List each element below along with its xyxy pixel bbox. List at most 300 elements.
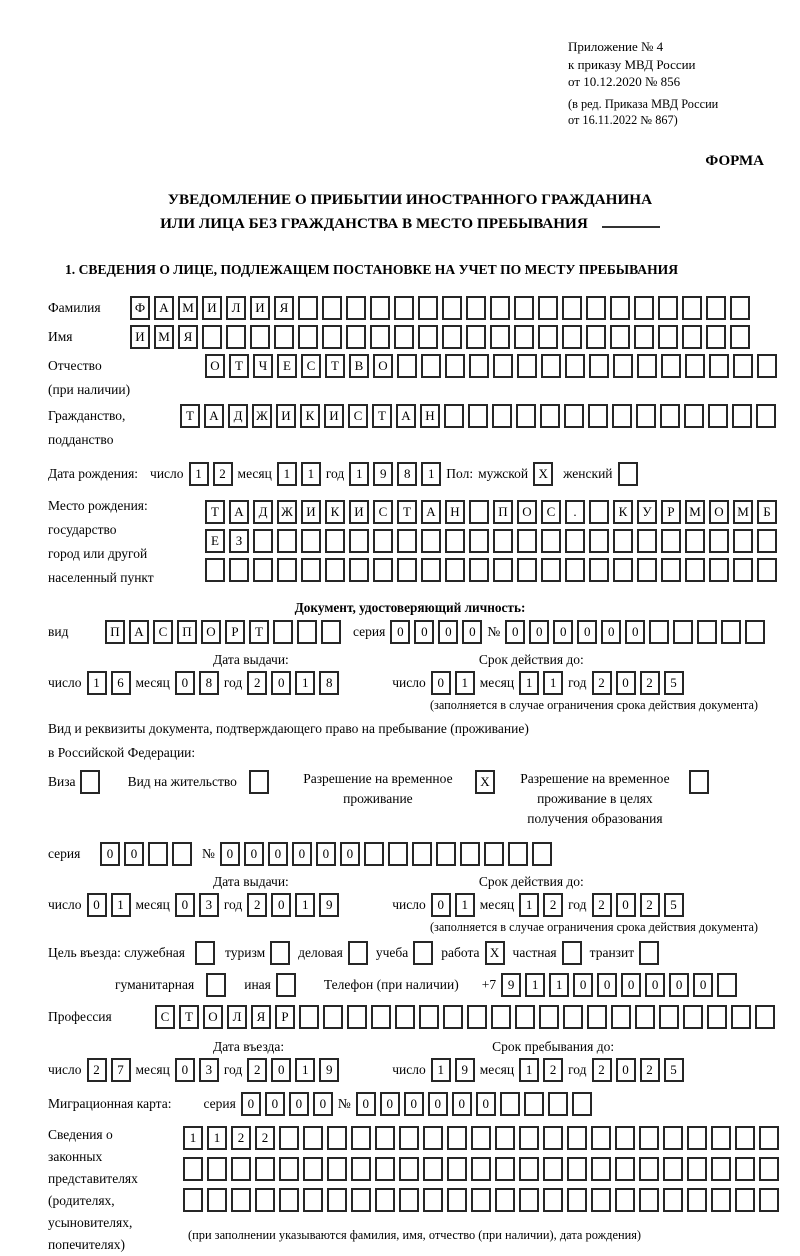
- char-box: [495, 1157, 515, 1181]
- char-box: [471, 1126, 491, 1150]
- char-box: 0: [597, 973, 617, 997]
- char-box: 1: [189, 462, 209, 486]
- char-box: [205, 558, 225, 582]
- char-box: 2: [640, 1058, 660, 1082]
- char-box: 1: [519, 1058, 539, 1082]
- char-box: [231, 1157, 251, 1181]
- char-box: [637, 529, 657, 553]
- char-box: Р: [661, 500, 681, 524]
- char-box: 0: [244, 842, 264, 866]
- patronymic-cells: [205, 354, 777, 378]
- char-box: [683, 1005, 703, 1029]
- char-box: Ж: [252, 404, 272, 428]
- char-box: Б: [757, 500, 777, 524]
- stay-until-heading: Срок пребывания до:: [492, 1039, 615, 1055]
- char-box: [370, 296, 390, 320]
- char-box: [279, 1157, 299, 1181]
- char-box: [447, 1126, 467, 1150]
- char-box: С: [541, 500, 561, 524]
- char-box: 8: [319, 671, 339, 695]
- char-box: [484, 842, 504, 866]
- char-box: 0: [645, 973, 665, 997]
- study-checkbox: [413, 941, 433, 965]
- visa-checkbox: [80, 770, 100, 794]
- char-box: [649, 620, 669, 644]
- phone-cells: [501, 973, 737, 997]
- char-box: [418, 296, 438, 320]
- series-label: серия: [353, 624, 386, 640]
- char-box: П: [177, 620, 197, 644]
- char-box: [730, 296, 750, 320]
- char-box: [253, 529, 273, 553]
- surname-cells: [130, 296, 750, 320]
- char-box: [707, 1005, 727, 1029]
- char-box: [447, 1157, 467, 1181]
- char-box: Т: [325, 354, 345, 378]
- char-box: [591, 1126, 611, 1150]
- char-box: [471, 1157, 491, 1181]
- char-box: [733, 529, 753, 553]
- representatives-row3: [183, 1188, 779, 1212]
- char-box: 0: [669, 973, 689, 997]
- char-box: [388, 842, 408, 866]
- char-box: Т: [397, 500, 417, 524]
- char-box: [443, 1005, 463, 1029]
- char-box: [618, 462, 638, 486]
- residence-permit-option: Вид на жительство: [128, 769, 269, 794]
- char-box: [563, 1005, 583, 1029]
- char-box: [539, 1005, 559, 1029]
- private-checkbox: [562, 941, 582, 965]
- char-box: [231, 1188, 251, 1212]
- char-box: 1: [543, 671, 563, 695]
- char-box: [255, 1188, 275, 1212]
- char-box: 2: [247, 1058, 267, 1082]
- stay-issue-year: [247, 893, 339, 917]
- birth-place-row3: [205, 558, 777, 582]
- char-box: 1: [277, 462, 297, 486]
- char-box: X: [475, 770, 495, 794]
- stay-issue-date: число 0 1 месяц 0 3 год 2 0 1 9: [48, 893, 339, 917]
- char-box: Т: [372, 404, 392, 428]
- char-box: [639, 941, 659, 965]
- char-box: 2: [213, 462, 233, 486]
- sex-label: Пол:: [446, 466, 474, 482]
- char-box: [514, 325, 534, 349]
- char-box: [460, 842, 480, 866]
- char-box: 9: [455, 1058, 475, 1082]
- char-box: [589, 354, 609, 378]
- id-doc-heading: Документ, удостоверяющий личность:: [294, 600, 526, 616]
- char-box: [442, 296, 462, 320]
- char-box: [538, 296, 558, 320]
- migration-number-label: №: [337, 1096, 351, 1112]
- char-box: [206, 973, 226, 997]
- char-box: [613, 354, 633, 378]
- char-box: [423, 1188, 443, 1212]
- char-box: [444, 404, 464, 428]
- char-box: [249, 770, 269, 794]
- char-box: [495, 1188, 515, 1212]
- char-box: [759, 1157, 779, 1181]
- char-box: [303, 1157, 323, 1181]
- char-box: [745, 620, 765, 644]
- char-box: 0: [268, 842, 288, 866]
- birth-month-cells: [277, 462, 321, 486]
- char-box: 0: [175, 1058, 195, 1082]
- valid-until-heading: Срок действия до:: [478, 652, 584, 668]
- day-label: число: [150, 466, 184, 482]
- char-box: Ч: [253, 354, 273, 378]
- char-box: 0: [616, 893, 636, 917]
- char-box: [394, 325, 414, 349]
- year-label: год: [325, 466, 345, 482]
- char-box: [419, 1005, 439, 1029]
- char-box: [375, 1157, 395, 1181]
- char-box: [532, 842, 552, 866]
- char-box: 0: [452, 1092, 472, 1116]
- char-box: С: [153, 620, 173, 644]
- business-label: деловая: [298, 945, 343, 961]
- char-box: 0: [431, 893, 451, 917]
- char-box: П: [493, 500, 513, 524]
- stay-number-label: №: [202, 846, 215, 862]
- temp-residence-checkbox: [475, 770, 495, 794]
- char-box: [757, 354, 777, 378]
- char-box: [471, 1188, 491, 1212]
- char-box: [636, 404, 656, 428]
- char-box: [514, 296, 534, 320]
- char-box: [445, 354, 465, 378]
- char-box: [515, 1005, 535, 1029]
- study-label: учеба: [375, 945, 409, 961]
- char-box: 0: [313, 1092, 333, 1116]
- char-box: [639, 1126, 659, 1150]
- char-box: А: [421, 500, 441, 524]
- char-box: [706, 325, 726, 349]
- char-box: [541, 354, 561, 378]
- char-box: [303, 1126, 323, 1150]
- stay-valid-heading: Срок действия до:: [478, 874, 584, 890]
- char-box: [490, 325, 510, 349]
- char-box: [572, 1092, 592, 1116]
- char-box: С: [155, 1005, 175, 1029]
- char-box: [615, 1188, 635, 1212]
- char-box: 0: [316, 842, 336, 866]
- official-checkbox: [195, 941, 215, 965]
- male-checkbox: [533, 462, 553, 486]
- id-issue-month: [175, 671, 219, 695]
- char-box: [732, 404, 752, 428]
- char-box: 9: [501, 973, 521, 997]
- birth-place-row1: [205, 500, 777, 524]
- char-box: 0: [616, 1058, 636, 1082]
- char-box: [757, 558, 777, 582]
- char-box: М: [178, 296, 198, 320]
- char-box: [759, 1188, 779, 1212]
- male-label: мужской: [478, 466, 529, 482]
- char-box: [301, 529, 321, 553]
- char-box: И: [202, 296, 222, 320]
- char-box: 1: [295, 893, 315, 917]
- char-box: [207, 1157, 227, 1181]
- char-box: .: [565, 500, 585, 524]
- stay-series-label: серия: [48, 846, 81, 862]
- char-box: [567, 1126, 587, 1150]
- char-box: 1: [301, 462, 321, 486]
- char-box: [663, 1188, 683, 1212]
- representatives-row1: [183, 1126, 779, 1150]
- char-box: 0: [271, 671, 291, 695]
- id-valid-year: [592, 671, 684, 695]
- char-box: 0: [271, 1058, 291, 1082]
- char-box: [709, 558, 729, 582]
- char-box: [327, 1188, 347, 1212]
- char-box: И: [130, 325, 150, 349]
- char-box: [413, 941, 433, 965]
- char-box: 9: [373, 462, 393, 486]
- char-box: [276, 973, 296, 997]
- char-box: [375, 1188, 395, 1212]
- char-box: И: [301, 500, 321, 524]
- char-box: [229, 558, 249, 582]
- work-checkbox: [485, 941, 505, 965]
- char-box: [469, 500, 489, 524]
- char-box: Н: [445, 500, 465, 524]
- char-box: [445, 529, 465, 553]
- id-issue-year: [247, 671, 339, 695]
- other-checkbox: [276, 973, 296, 997]
- char-box: И: [276, 404, 296, 428]
- char-box: [519, 1157, 539, 1181]
- char-box: [682, 296, 702, 320]
- doc-kind-cells: [105, 620, 341, 644]
- birth-day-cells: [189, 462, 233, 486]
- char-box: [495, 1126, 515, 1150]
- char-box: И: [324, 404, 344, 428]
- char-box: [183, 1157, 203, 1181]
- female-checkbox: [618, 462, 638, 486]
- char-box: [717, 973, 737, 997]
- char-box: [540, 404, 560, 428]
- entry-day: [87, 1058, 131, 1082]
- char-box: 8: [199, 671, 219, 695]
- name-label: Имя: [48, 329, 73, 345]
- char-box: 0: [100, 842, 120, 866]
- char-box: [755, 1005, 775, 1029]
- char-box: С: [301, 354, 321, 378]
- other-label: иная: [244, 977, 271, 993]
- char-box: 0: [414, 620, 434, 644]
- char-box: Я: [251, 1005, 271, 1029]
- char-box: [493, 558, 513, 582]
- char-box: [349, 558, 369, 582]
- phone-prefix: +7: [481, 977, 497, 993]
- char-box: [394, 296, 414, 320]
- id-valid-day: [431, 671, 475, 695]
- id-valid-date: число 0 1 месяц 1 1 год 2 0 2 5: [387, 671, 683, 695]
- char-box: [490, 296, 510, 320]
- char-box: А: [229, 500, 249, 524]
- char-box: [325, 529, 345, 553]
- char-box: [399, 1188, 419, 1212]
- char-box: Р: [275, 1005, 295, 1029]
- char-box: 2: [543, 1058, 563, 1082]
- profession-label: Профессия: [48, 1009, 112, 1025]
- char-box: 3: [199, 1058, 219, 1082]
- char-box: 1: [519, 671, 539, 695]
- char-box: [399, 1126, 419, 1150]
- char-box: [587, 1005, 607, 1029]
- char-box: 0: [390, 620, 410, 644]
- char-box: 0: [476, 1092, 496, 1116]
- char-box: [467, 1005, 487, 1029]
- char-box: [637, 354, 657, 378]
- id-valid-month: [519, 671, 563, 695]
- char-box: [348, 941, 368, 965]
- char-box: [565, 529, 585, 553]
- char-box: [447, 1188, 467, 1212]
- char-box: [325, 558, 345, 582]
- migration-card-label: Миграционная карта:: [48, 1096, 172, 1112]
- char-box: К: [325, 500, 345, 524]
- char-box: В: [349, 354, 369, 378]
- char-box: О: [373, 354, 393, 378]
- char-box: Л: [226, 296, 246, 320]
- char-box: [733, 354, 753, 378]
- char-box: [491, 1005, 511, 1029]
- stay-until-day: [431, 1058, 475, 1082]
- char-box: И: [250, 296, 270, 320]
- char-box: 1: [295, 671, 315, 695]
- char-box: [658, 296, 678, 320]
- char-box: 3: [199, 893, 219, 917]
- form-title: [48, 188, 772, 237]
- char-box: [519, 1188, 539, 1212]
- char-box: 1: [549, 973, 569, 997]
- char-box: [663, 1126, 683, 1150]
- stay-until-date: число 1 9 месяц 1 2 год 2 0 2 5: [387, 1058, 683, 1082]
- char-box: О: [201, 620, 221, 644]
- char-box: [517, 558, 537, 582]
- char-box: [538, 325, 558, 349]
- char-box: Е: [205, 529, 225, 553]
- residence-permit-checkbox: [249, 770, 269, 794]
- char-box: [469, 354, 489, 378]
- entry-date: число 2 7 месяц 0 3 год 2 0 1 9: [48, 1058, 339, 1082]
- char-box: [349, 529, 369, 553]
- issue-date-heading: Дата выдачи:: [213, 652, 289, 668]
- char-box: [759, 1126, 779, 1150]
- char-box: 2: [640, 893, 660, 917]
- char-box: О: [517, 500, 537, 524]
- char-box: 2: [87, 1058, 107, 1082]
- title-line1: УВЕДОМЛЕНИЕ О ПРИБЫТИИ ИНОСТРАННОГО ГРАЖДАНИНА: [167, 190, 653, 208]
- char-box: 0: [340, 842, 360, 866]
- private-label: частная: [512, 945, 557, 961]
- char-box: [567, 1157, 587, 1181]
- char-box: [635, 1005, 655, 1029]
- appendix-reference: [568, 38, 772, 129]
- char-box: [613, 529, 633, 553]
- char-box: [610, 325, 630, 349]
- purpose-label: Цель въезда: служебная: [48, 945, 185, 961]
- char-box: 1: [431, 1058, 451, 1082]
- char-box: К: [613, 500, 633, 524]
- stay-series-cells: [100, 842, 192, 866]
- stay-valid-year: [592, 893, 684, 917]
- char-box: [637, 558, 657, 582]
- char-box: [301, 558, 321, 582]
- char-box: О: [709, 500, 729, 524]
- char-box: [253, 558, 273, 582]
- char-box: [466, 325, 486, 349]
- char-box: [322, 296, 342, 320]
- stay-number-cells: [220, 842, 552, 866]
- business-checkbox: [348, 941, 368, 965]
- char-box: [255, 1157, 275, 1181]
- char-box: [709, 529, 729, 553]
- temp-residence-edu-checkbox: [689, 770, 709, 794]
- char-box: [658, 325, 678, 349]
- title-blank-line: [602, 213, 660, 228]
- char-box: К: [300, 404, 320, 428]
- humanitarian-label: гуманитарная: [115, 977, 195, 993]
- char-box: [172, 842, 192, 866]
- char-box: [612, 404, 632, 428]
- char-box: [321, 620, 341, 644]
- char-box: [588, 404, 608, 428]
- char-box: [589, 500, 609, 524]
- form-label: ФОРМА: [705, 152, 764, 169]
- char-box: [562, 325, 582, 349]
- char-box: [445, 558, 465, 582]
- char-box: [524, 1092, 544, 1116]
- char-box: [508, 842, 528, 866]
- char-box: [517, 529, 537, 553]
- char-box: [351, 1157, 371, 1181]
- char-box: 0: [505, 620, 525, 644]
- char-box: [591, 1188, 611, 1212]
- char-box: [442, 325, 462, 349]
- char-box: М: [685, 500, 705, 524]
- char-box: [397, 529, 417, 553]
- char-box: Т: [249, 620, 269, 644]
- char-box: [277, 558, 297, 582]
- char-box: 0: [356, 1092, 376, 1116]
- char-box: 0: [693, 973, 713, 997]
- char-box: [466, 296, 486, 320]
- stay-issue-heading: Дата выдачи:: [213, 874, 289, 890]
- char-box: [399, 1157, 419, 1181]
- char-box: [412, 842, 432, 866]
- char-box: 0: [529, 620, 549, 644]
- char-box: [697, 620, 717, 644]
- char-box: 2: [640, 671, 660, 695]
- char-box: Я: [178, 325, 198, 349]
- stay-valid-date: число 0 1 месяц 1 2 год 2 0 2 5: [387, 893, 683, 917]
- char-box: Я: [274, 296, 294, 320]
- char-box: [591, 1157, 611, 1181]
- char-box: [397, 558, 417, 582]
- char-box: [639, 1157, 659, 1181]
- char-box: [735, 1188, 755, 1212]
- char-box: [685, 529, 705, 553]
- work-label: работа: [441, 945, 480, 961]
- birth-year-cells: [349, 462, 441, 486]
- char-box: 2: [247, 671, 267, 695]
- char-box: [562, 941, 582, 965]
